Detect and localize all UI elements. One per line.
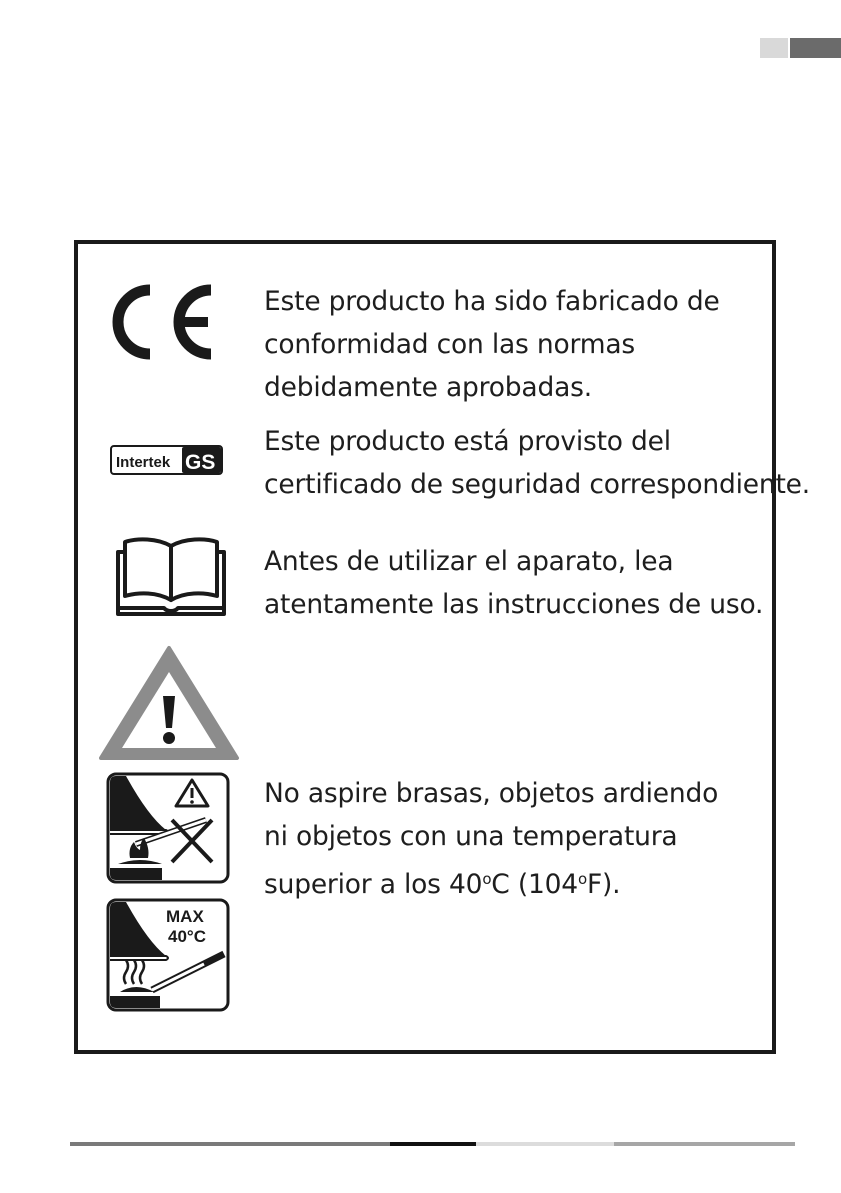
svg-text:MAX: MAX — [166, 907, 204, 926]
footer-bar-light — [476, 1142, 614, 1146]
ce-mark-icon — [110, 282, 220, 362]
safety-symbols-panel — [74, 240, 810, 1054]
temperature-line: superior a los 40$^o$C (104$^o$F). — [264, 869, 621, 900]
footer-bar-gray — [70, 1142, 390, 1146]
header-tab-dark — [790, 38, 841, 58]
footer-bar-mid — [614, 1142, 795, 1146]
header-tab-light — [760, 38, 788, 58]
ce-description: Este producto ha sido fabricado de conformidad con las normas debidamente aprobadas. — [264, 286, 720, 403]
no-aspire-description: No aspire brasas, objetos ardiendo ni objetos con una temperatura superior a los 40$^o$C (104$^o$F). — [264, 772, 718, 906]
svg-text:Intertek: Intertek — [116, 454, 171, 471]
svg-text:40°C: 40°C — [168, 927, 206, 946]
instruction-book-icon — [112, 534, 230, 618]
max-temperature-icon — [106, 898, 230, 1012]
footer-bar-black — [390, 1142, 476, 1146]
gs-description: Este producto está provisto del certificado de seguridad correspondiente. — [264, 426, 810, 500]
no-burning-objects-icon — [106, 772, 230, 884]
svg-text:GS: GS — [185, 451, 216, 474]
manual-description: Antes de utilizar el aparato, lea atentamente las instrucciones de uso. — [264, 546, 764, 620]
intertek-gs-icon — [110, 444, 224, 478]
warning-triangle-icon — [98, 644, 240, 762]
